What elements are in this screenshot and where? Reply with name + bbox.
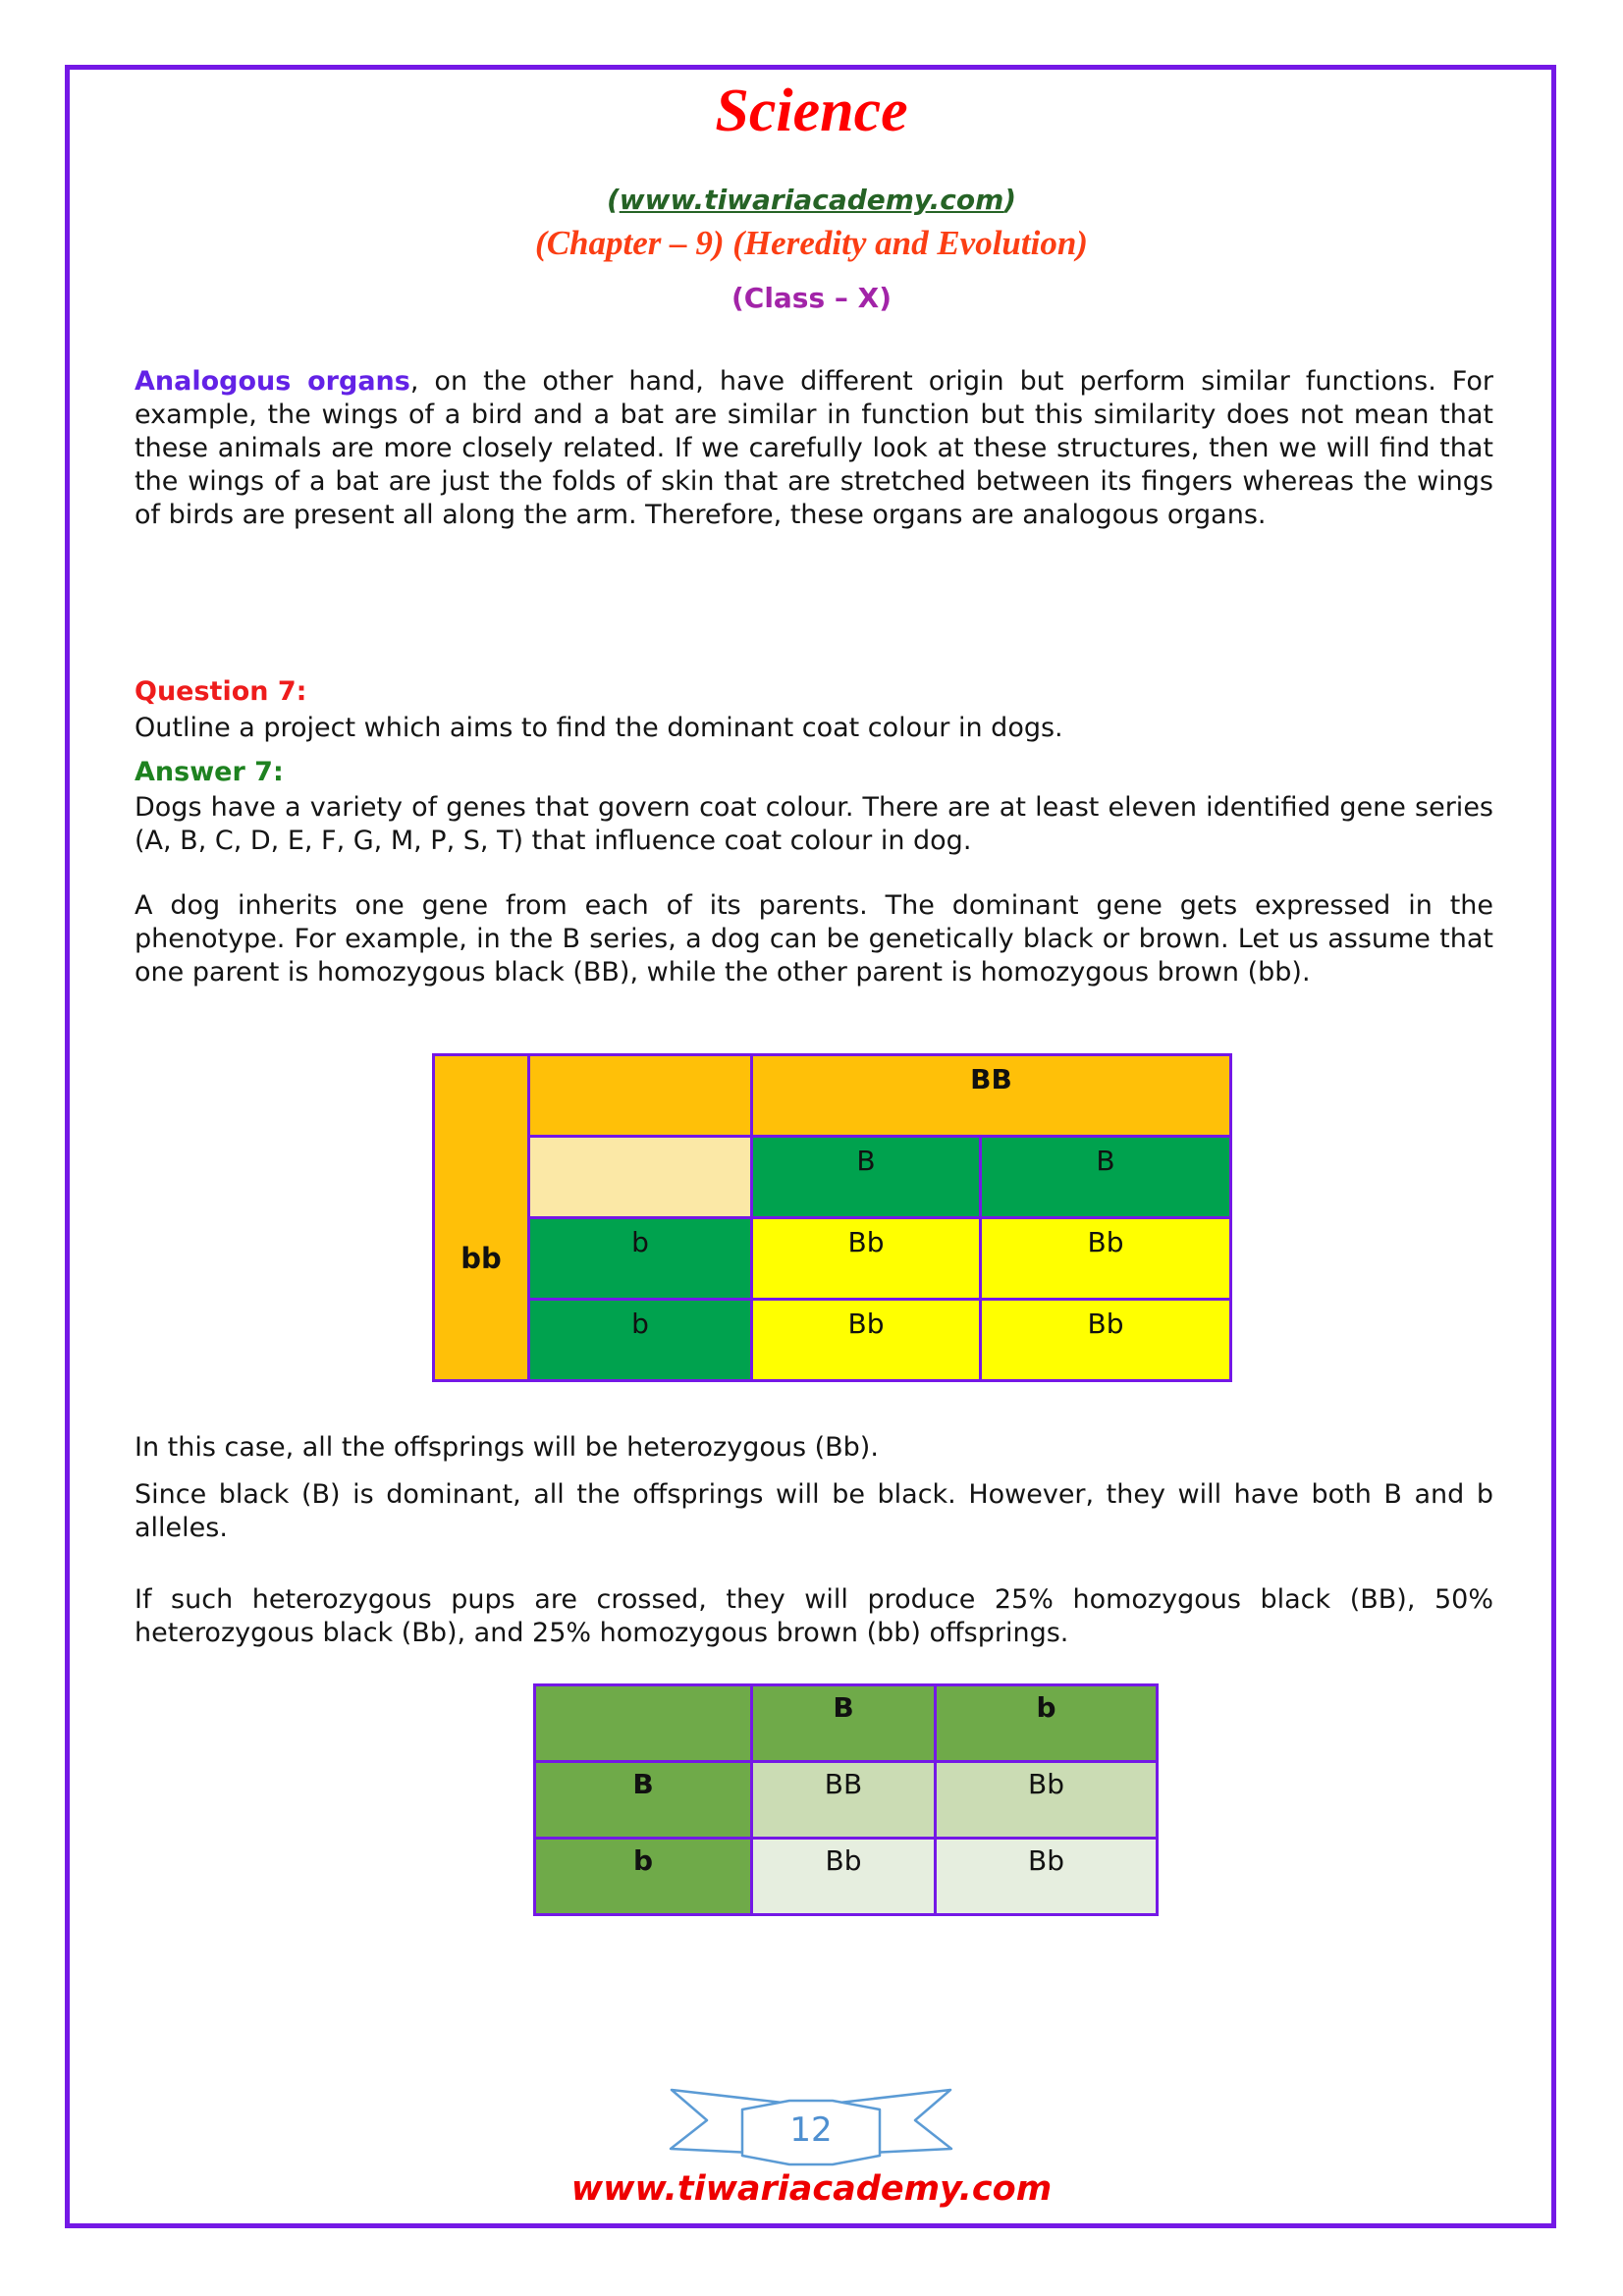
site-link-line (0, 185, 1623, 216)
punnett2-offspring-cell: Bb (753, 1840, 934, 1913)
punnett1-blank-cell (530, 1138, 750, 1216)
punnett2-offspring-cell: BB (753, 1763, 934, 1837)
punnett1-offspring-cell: Bb (982, 1301, 1229, 1379)
punnett1-offspring-cell: Bb (753, 1219, 979, 1298)
footer-site-link-line (0, 2169, 1623, 2209)
punnett-square-bb-heterozygous (533, 1683, 1159, 1916)
intro-paragraph-text: , on the other hand, have different origin but perform similar functions. For example, the wings of a bird and a bat are similar in function but this similarity does not mean that these animals are more closely related. If we carefully look at these structures, then we will find that the wings of a bat are just the folds of skin that are stretched between its fingers whereas the wings of birds are present all along the arm. Therefore, these organs are analogous organs. (135, 366, 1493, 530)
answer-paragraph-2: A dog inherits one gene from each of its parents. The dominant gene gets expressed in the phenotype. For example, in the B series, a dog can be genetically black or brown. Let us assume that one parent is homozygous black (BB), while the other parent is homozygous brown (bb). (135, 890, 1493, 988)
answer-paragraph-5: If such heterozygous pups are crossed, they will produce 25% homozygous black (BB), 50% heterozygous black (Bb), and 25% homozygous brown (bb) offsprings. (135, 1584, 1493, 1648)
punnett2-left-gamete-cell: b (536, 1840, 750, 1913)
question-text: Outline a project which aims to find the dominant coat colour in dogs. (135, 713, 1063, 743)
page-title: Science (715, 78, 908, 144)
punnett1-left-gamete-cell: b (530, 1301, 750, 1379)
punnett1-left-gamete-cell: b (530, 1219, 750, 1298)
punnett1-offspring-cell: Bb (982, 1219, 1229, 1298)
answer-paragraph-4: Since black (B) is dominant, all the offsprings will be black. However, they will have both B and b alleles. (135, 1479, 1493, 1543)
punnett-square-bb-x-bb (432, 1053, 1232, 1382)
intro-lead-term: Analogous organs (135, 366, 410, 397)
site-link-open-paren: ( (606, 184, 620, 216)
punnett1-top-gamete-cell: B (753, 1138, 979, 1216)
answer-paragraph-3: In this case, all the offsprings will be heterozygous (Bb). (135, 1432, 879, 1463)
site-link-top[interactable]: www.tiwariacademy.com (619, 184, 1004, 216)
page-number: 12 (789, 2110, 833, 2150)
punnett1-corner-cell (530, 1056, 750, 1135)
punnett2-corner-cell (536, 1686, 750, 1760)
punnett1-left-parent-label: bb (460, 1242, 502, 1275)
punnett2-top-gamete-cell: B (753, 1686, 934, 1760)
class-heading: (Class – X) (730, 282, 893, 314)
punnett2-top-gamete-cell: b (937, 1686, 1156, 1760)
page-number-ribbon (644, 2076, 978, 2184)
intro-paragraph (135, 365, 1493, 532)
punnett1-offspring-cell: Bb (753, 1301, 979, 1379)
punnett1-top-parent-cell: BB (753, 1056, 1229, 1135)
answer-label: Answer 7: (135, 757, 284, 787)
site-link-close-paren: ) (1003, 184, 1017, 216)
punnett1-left-parent-cell (435, 1056, 527, 1379)
punnett1-top-gamete-cell: B (982, 1138, 1229, 1216)
answer-paragraph-1: Dogs have a variety of genes that govern coat colour. There are at least eleven identified gene series (A, B, C, D, E, F, G, M, P, S, T) that influence coat colour in dog. (135, 792, 1493, 856)
chapter-heading: (Chapter – 9) (Heredity and Evolution) (535, 224, 1088, 262)
punnett2-offspring-cell: Bb (937, 1840, 1156, 1913)
site-link-bottom[interactable]: www.tiwariacademy.com (570, 2169, 1053, 2209)
punnett2-offspring-cell: Bb (937, 1763, 1156, 1837)
question-label: Question 7: (135, 676, 307, 707)
punnett2-left-gamete-cell: B (536, 1763, 750, 1837)
